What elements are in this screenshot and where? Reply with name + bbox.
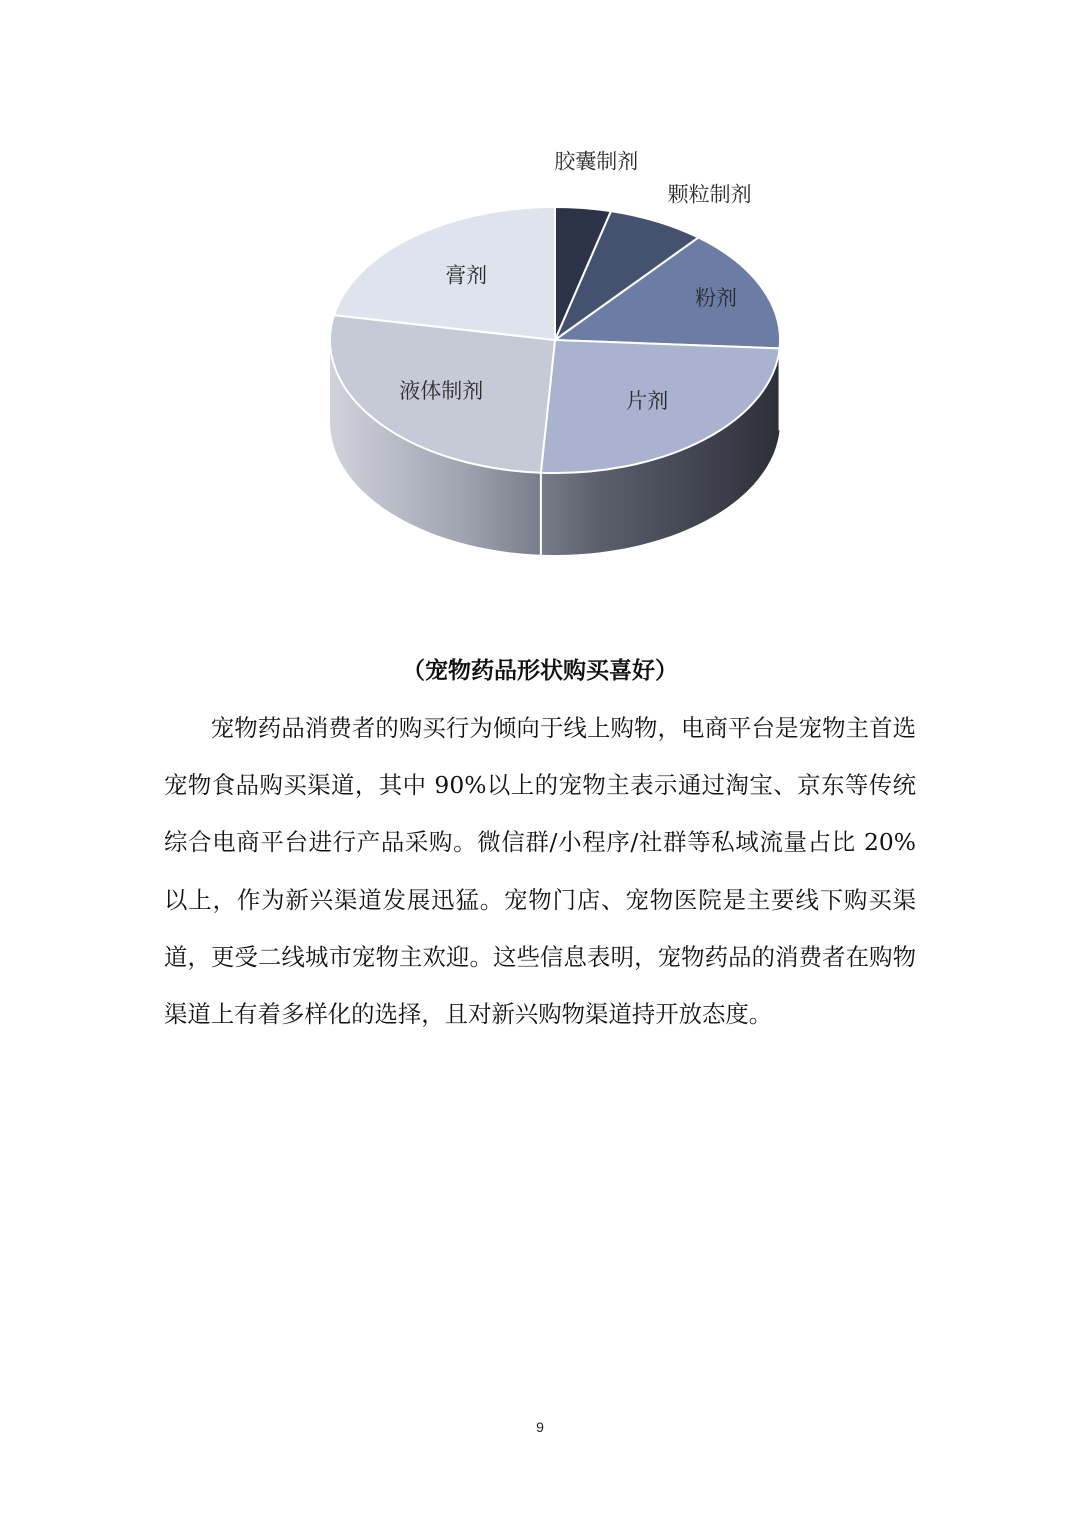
page-number: 9 (536, 1419, 544, 1435)
pie-slice-label: 粉剂 (695, 285, 738, 310)
pie-slice-label: 液体制剂 (399, 379, 484, 404)
body-paragraph: 宠物药品消费者的购买行为倾向于线上购物，电商平台是宠物主首选宠物食品购买渠道，其中 90%以上的宠物主表示通过淘宝、京东等传统综合电商平台进行产品采购。微信群/小程序/社群等私域流量占比 20%以上，作为新兴渠道发展迅猛。宠物门店、宠物医院是主要线下购买渠道，更受二线城市宠物主欢迎。这些信息表明，宠物药品的消费者在购物渠道上有着多样化的选择，且对新兴购物渠道持开放态度。 (164, 714, 916, 1029)
pie-slice-label: 膏剂 (445, 263, 488, 288)
pie-chart (205, 140, 925, 635)
figure-caption: （宠物药品形状购买喜好） (402, 658, 678, 684)
pie-slice-label: 颗粒制剂 (667, 182, 752, 207)
pie-slice-label: 片剂 (626, 388, 669, 413)
pie-slice-label: 胶囊制剂 (554, 149, 639, 174)
pie-chart-figure (205, 140, 925, 635)
